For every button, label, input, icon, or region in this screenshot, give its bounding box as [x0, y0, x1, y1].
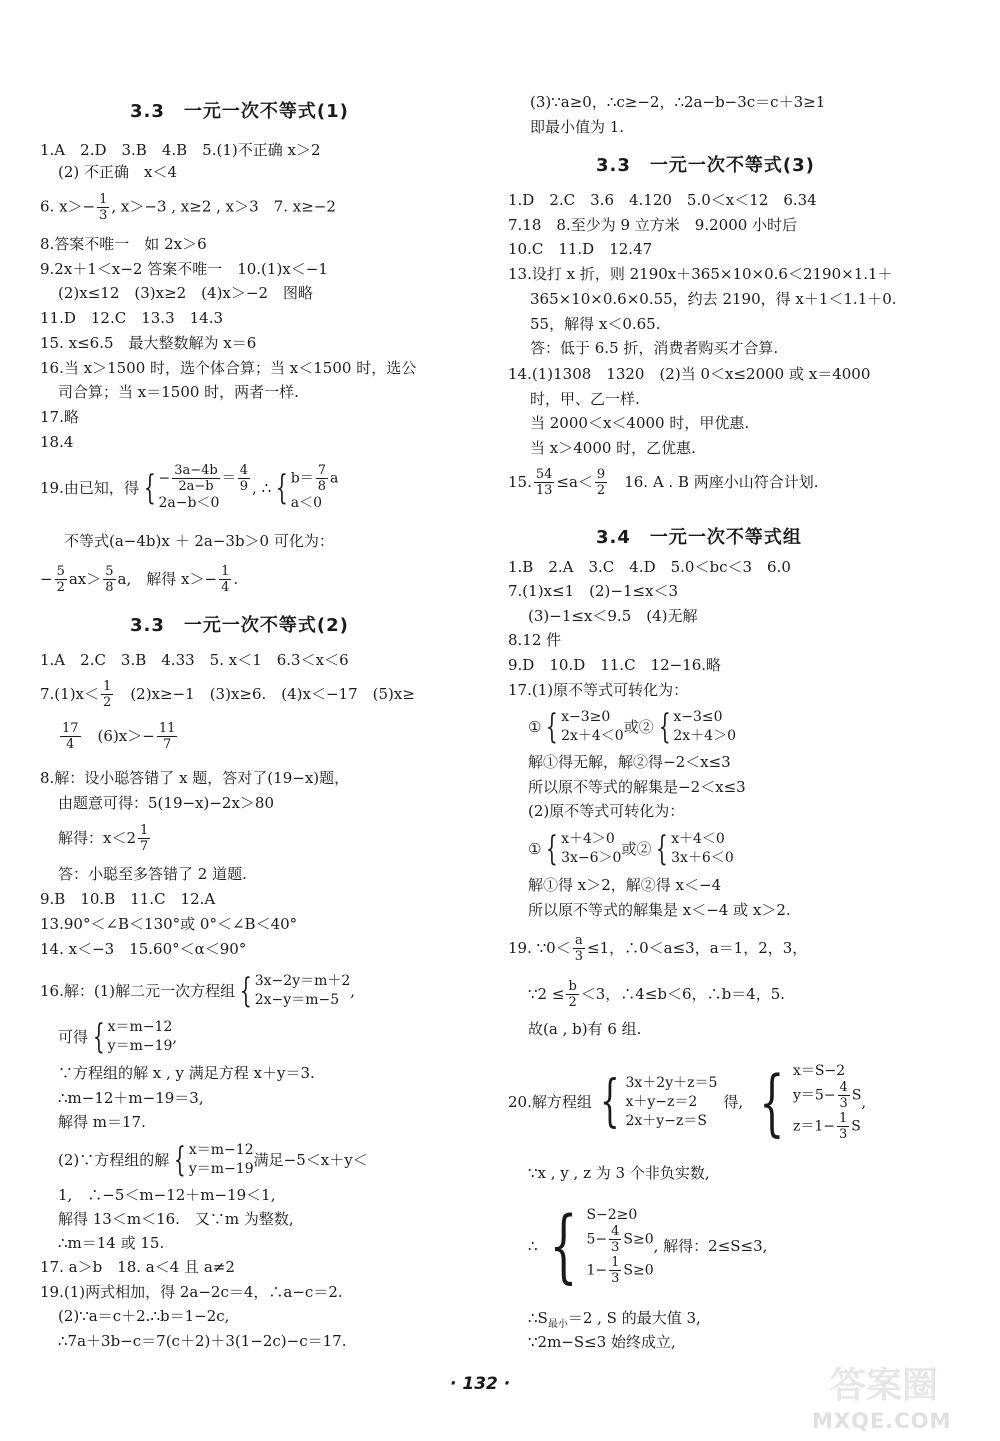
answer-line: 7.(1)x≤1 (2)−1≤x＜3: [508, 582, 679, 600]
numerator: 5: [105, 563, 114, 579]
text: y＝m−19: [107, 1038, 173, 1054]
answer-line: 解①得无解，解②得−2＜x≤3: [528, 753, 731, 771]
answer-line: [58, 1135, 368, 1185]
text: −: [158, 470, 171, 487]
text: 2x＋4＞0: [673, 728, 736, 744]
text: b＝: [290, 470, 314, 487]
answer-line: (2)原不等式可转化为：: [528, 802, 685, 820]
denominator: 2: [56, 579, 65, 595]
fraction: [103, 564, 115, 595]
equation-system: [235, 972, 350, 1010]
text: 3x−6＞0: [561, 850, 622, 866]
numerator: 5: [56, 563, 65, 579]
text: 3x＋2y＋z＝5: [625, 1074, 718, 1091]
text: 2x−y＝m−5: [254, 992, 340, 1008]
numerator: 7: [317, 463, 327, 478]
fraction: [101, 679, 113, 710]
text: 16. A . B 两座小山符合计划.: [609, 473, 819, 491]
denominator: 7: [162, 736, 172, 752]
text: 15.: [508, 473, 532, 491]
text: S−2≥0: [586, 1207, 638, 1223]
answer-line: 所以原不等式的解集是 x＜−4 或 x＞2.: [528, 901, 791, 919]
brace-icon: {: [656, 829, 669, 869]
numerator: a: [574, 932, 583, 948]
denominator: 8: [317, 479, 327, 494]
equation-system: [538, 1199, 654, 1292]
answer-line: 17.(1)原不等式可转化为：: [508, 681, 689, 699]
answer-line: 1.A 2.C 3.B 4.33 5. x＜1 6.3＜x＜6: [40, 651, 349, 669]
numerator: 54: [535, 466, 553, 482]
text: , 解得：2≤S≤3,: [653, 1237, 768, 1255]
denominator: 3: [611, 1271, 620, 1286]
answer-line: [58, 820, 152, 856]
text: (2)∵方程组的解: [58, 1151, 170, 1169]
text: y＝m−19: [188, 1161, 254, 1177]
answer-line: (2) 不正确 x＜4: [58, 163, 178, 181]
denominator: 4: [66, 736, 75, 752]
answer-line: [528, 826, 734, 872]
brace-icon: {: [546, 707, 559, 747]
answer-line: 所以原不等式的解集是−2＜x≤3: [528, 778, 746, 796]
fraction: [838, 1080, 850, 1111]
watermark-logo: [806, 1357, 986, 1435]
answer-line: 8.12 件: [508, 631, 562, 649]
text: 解得：x＜2: [58, 829, 137, 847]
text: a, 解得 x＞−: [117, 570, 218, 588]
section-heading-3-4: 3.4 一元一次不等式组: [596, 527, 802, 548]
subscript: 最小: [547, 1319, 568, 1330]
answer-line: 365×10×0.6×0.55，约去 2190，得 x＋1＜1.1＋0.: [530, 290, 897, 308]
equation-system: [541, 708, 623, 746]
numerator: 9: [596, 466, 606, 482]
fraction: [138, 823, 150, 854]
answer-line: 18.4: [40, 433, 74, 451]
text: 得,: [723, 1093, 744, 1111]
answer-line: ∴m＝14 或 15.: [58, 1234, 165, 1252]
fraction: [157, 721, 178, 752]
text: (2)x≥−1 (3)x≥6. (4)x＜−17 (5)x≥: [115, 685, 415, 703]
fraction: [573, 933, 585, 964]
numerator: 1: [221, 563, 230, 579]
answer-line: [40, 966, 355, 1016]
text: 19.由已知，得: [40, 479, 139, 497]
text: 2a−b＜0: [158, 495, 220, 511]
denominator: 2a−b: [178, 479, 214, 494]
answer-line-19: [40, 455, 338, 521]
equation-system: [88, 1018, 172, 1056]
numerator: 11: [158, 720, 176, 736]
answer-line: 解得 m＝17.: [58, 1113, 146, 1131]
denominator: 3: [574, 948, 583, 964]
answer-line: ∴7a＋3b−c＝7(c＋2)＋3(1−2c)−c＝17.: [58, 1332, 347, 1350]
answer-line: 由题意可得：5(19−x)−2x＞80: [58, 794, 275, 812]
denominator: 2: [103, 694, 112, 710]
brace-icon: {: [546, 829, 559, 869]
text: ①: [528, 840, 542, 858]
text: a＜0: [290, 495, 323, 511]
numerator: 3a−4b: [174, 463, 218, 478]
answer-line: (2)x≤12 (3)x≥2 (4)x＞−2 图略: [58, 284, 314, 302]
text: x＋y−z＝2: [625, 1093, 698, 1110]
answer-line: 当 x＞4000 时，乙优惠.: [530, 439, 696, 457]
numerator: 1: [103, 678, 112, 694]
answer-line: 解①得 x＞2，解②得 x＜−4: [528, 876, 722, 894]
answer-line: 10.C 11.D 12.47: [508, 240, 653, 258]
answer-line: 不等式(a−4b)x ＋ 2a−3b＞0 可化为：: [64, 532, 334, 550]
answer-line: (3)−1≤x＜9.5 (4)无解: [528, 607, 698, 625]
section-heading-3-3-2: 3.3 一元一次不等式(2): [130, 615, 349, 636]
brace-icon: {: [658, 707, 671, 747]
watermark-url: MXQE.COM: [812, 1409, 952, 1433]
answer-line: ∵2m−S≤3 始终成立,: [528, 1333, 676, 1351]
answer-line: 7.18 8.至少为 9 立方米 9.2000 小时后: [508, 216, 798, 234]
numerator: 17: [62, 720, 79, 736]
answer-line: [528, 975, 785, 1013]
answer-line: [508, 462, 819, 502]
numerator: 1: [140, 822, 149, 838]
text: 3x＋6＜0: [671, 850, 734, 866]
denominator: 3: [839, 1126, 848, 1142]
text: ∴: [528, 1237, 538, 1255]
denominator: 8: [105, 579, 114, 595]
answer-line-20: [508, 1042, 866, 1162]
equation-system: [271, 463, 338, 513]
text: ＜3，∴4≤b＜6，∴b＝4，5.: [580, 985, 786, 1003]
text: 19. ∵0＜: [508, 939, 571, 957]
text: ax＞: [68, 570, 102, 588]
text: 16.解：(1)解二元一次方程组: [40, 982, 236, 1000]
text: a: [330, 470, 339, 487]
answer-line: 9.B 10.B 11.C 12.A: [40, 890, 216, 908]
brace-icon: {: [92, 1017, 105, 1057]
text: x＝m−12: [107, 1019, 173, 1035]
answer-line: 14. x＜−3 15.60°＜α＜90°: [40, 940, 247, 958]
numerator: 1: [611, 1255, 620, 1270]
answer-line: 司合算；当 x＝1500 时，两者一样.: [58, 383, 299, 401]
answer-line: 答：小聪至多答错了 2 道题.: [58, 865, 247, 883]
text: S≥0: [623, 1231, 654, 1248]
fraction: [97, 192, 109, 223]
text: 5−: [586, 1231, 608, 1248]
text: x＝S−2: [793, 1062, 846, 1079]
fraction: [55, 564, 67, 595]
denominator: 2: [596, 482, 606, 498]
text: ≤a＜: [556, 473, 593, 491]
numerator: 4: [839, 1079, 848, 1095]
answer-line: ∵方程组的解 x , y 满足方程 x＋y＝3.: [58, 1064, 315, 1082]
answer-line: 13.90°＜∠B＜130°或 0°＜∠B＜40°: [40, 915, 298, 933]
denominator: 9: [239, 479, 249, 494]
text: ,: [172, 1028, 178, 1046]
answer-line: [508, 929, 807, 967]
equation-system: [749, 1060, 862, 1144]
text: S: [851, 1118, 861, 1134]
answer-line: 时，甲、乙一样.: [530, 390, 640, 408]
answer-line: 1.D 2.C 3.6 4.120 5.0＜x＜12 6.34: [508, 191, 817, 209]
answer-line: 即最小值为 1.: [530, 118, 625, 136]
brace-icon: {: [275, 468, 288, 508]
numerator: b: [568, 978, 577, 994]
text: 满足−5＜x＋y＜: [253, 1151, 368, 1169]
text: .: [233, 570, 239, 588]
answer-line: 1.B 2.A 3.C 4.D 5.0＜bc＜3 6.0: [508, 558, 791, 576]
text: z＝1−: [793, 1118, 836, 1134]
answer-line: 55，解得 x＜0.65.: [530, 315, 661, 333]
fraction: [172, 463, 220, 494]
answer-line: 9.2x＋1＜x−2 答案不唯一 10.(1)x＜−1: [40, 260, 328, 278]
answer-line: ∴m−12＋m−19＝3,: [58, 1089, 204, 1107]
answer-line: 1.A 2.D 3.B 4.B 5.(1)不正确 x＞2: [40, 141, 321, 159]
text: x−3≤0: [673, 709, 723, 725]
brace-icon: {: [549, 1199, 577, 1292]
denominator: 7: [140, 838, 149, 854]
answer-line: ∵x , y , z 为 3 个非负实数,: [528, 1164, 710, 1182]
text: 2x＋y−z＝S: [625, 1112, 707, 1129]
text: ＝2 , S 的最大值 3,: [567, 1309, 701, 1327]
answer-line: 15. x≤6.5 最大整数解为 x＝6: [40, 334, 257, 352]
numerator: 4: [611, 1224, 620, 1239]
brace-icon: {: [599, 1069, 620, 1134]
equation-system: [139, 463, 252, 513]
text: ①: [528, 718, 542, 736]
text: 6. x＞−: [40, 197, 96, 216]
text: ∵2 ≤: [528, 985, 565, 1003]
denominator: 3: [611, 1240, 620, 1255]
equation-system: [592, 1069, 718, 1134]
section-heading-3-3-1: 3.3 一元一次不等式(1): [130, 101, 349, 122]
brace-icon: {: [174, 1140, 187, 1180]
equation-system: [169, 1141, 253, 1179]
equation-system: [541, 830, 621, 868]
numerator: 1: [839, 1110, 848, 1126]
answer-line: 当 2000＜x＜4000 时，甲优惠.: [530, 414, 750, 432]
answer-line: [40, 560, 238, 598]
text: ,: [350, 982, 356, 1000]
text: 7.(1)x＜: [40, 685, 100, 703]
answer-line: 11.D 12.C 13.3 14.3: [40, 309, 224, 327]
numerator: 4: [239, 463, 249, 478]
page-number: · 132 ·: [450, 1374, 511, 1394]
text: ＝: [221, 470, 236, 487]
answer-line: [40, 192, 336, 223]
section-heading-3-3-3: 3.3 一元一次不等式(3): [596, 155, 815, 176]
denominator: 2: [568, 994, 577, 1010]
denominator: 4: [221, 579, 230, 595]
answer-line: [528, 704, 736, 750]
answer-line: 8.答案不唯一 如 2x＞6: [40, 235, 207, 253]
brace-icon: {: [143, 468, 156, 508]
text: ∴S: [528, 1309, 548, 1327]
answer-line: [58, 1012, 177, 1062]
text: 2x＋4＜0: [561, 728, 624, 744]
equation-system: [651, 830, 733, 868]
text: (6)x＞−: [82, 727, 155, 745]
answer-line: 9.D 10.D 11.C 12−16.略: [508, 656, 722, 674]
watermark-brand: 答案圈: [830, 1365, 939, 1406]
answer-line: 故(a , b)有 6 组.: [528, 1020, 642, 1038]
fraction: [316, 463, 328, 494]
denominator: 13: [535, 482, 553, 498]
fraction: [534, 467, 555, 498]
fraction: [609, 1255, 621, 1286]
text: ≤1，∴0＜a≤3，a＝1，2，3，: [587, 939, 808, 957]
answer-line: 答：低于 6.5 折，消费者购买才合算.: [530, 339, 779, 357]
answer-line: [528, 1186, 767, 1306]
text: 或②: [621, 840, 652, 858]
text: −: [40, 570, 53, 588]
fraction: [566, 979, 578, 1010]
text: , x＞−3 , x≥2 , x＞3 7. x≥−2: [111, 197, 336, 216]
answer-line: 14.(1)1308 1320 (2)当 0＜x≤2000 或 x＝4000: [508, 365, 871, 383]
fraction: [238, 463, 250, 494]
answer-line: 17. a＞b 18. a＜4 且 a≠2: [40, 1258, 235, 1276]
answer-line: 8.解：设小聪答错了 x 题，答对了(19−x)题，: [40, 769, 350, 787]
text: 3x−2y＝m＋2: [254, 973, 351, 989]
answer-line: [528, 1308, 701, 1335]
fraction: [60, 721, 81, 752]
answer-line: 16.当 x＞1500 时，选个体合算；当 x＜1500 时，选公: [40, 359, 417, 377]
answer-line: [58, 718, 179, 754]
answer-line: (3)∵a≥0，∴c≥−2，∴2a−b−3c＝c＋3≥1: [530, 93, 826, 111]
denominator: 3: [839, 1095, 848, 1111]
equation-system: [654, 708, 736, 746]
text: x＋4＜0: [671, 831, 725, 847]
answer-line: [40, 676, 415, 712]
answer-line: (2)∵a＝c＋2.∴b＝1−2c,: [58, 1307, 230, 1325]
answer-line: 1, ∴−5＜m−12＋m−19＜1,: [58, 1186, 276, 1204]
answer-line: 17.略: [40, 408, 79, 426]
text: S≥0: [623, 1262, 654, 1279]
text: , ∴: [252, 479, 272, 497]
answer-line: 解得 13＜m＜16. 又∵m 为整数,: [58, 1210, 294, 1228]
text: 可得: [58, 1028, 89, 1046]
answer-line: 13.设打 x 折，则 2190x＋365×10×0.6＜2190×1.1＋: [508, 265, 893, 283]
brace-icon: {: [239, 971, 252, 1011]
text: x＝m−12: [188, 1142, 254, 1158]
text: 或②: [623, 718, 654, 736]
fraction: [219, 564, 231, 595]
text: 1−: [586, 1262, 608, 1279]
fraction: [837, 1111, 849, 1142]
text: x−3≥0: [561, 709, 611, 725]
fraction: [609, 1224, 621, 1255]
answer-line: 19.(1)两式相加，得 2a−2c＝4，∴a−c＝2.: [40, 1283, 343, 1301]
text: x＋4＞0: [561, 831, 615, 847]
text: y＝5−: [793, 1087, 836, 1103]
text: ,: [861, 1093, 867, 1111]
text: 20.解方程组: [508, 1093, 592, 1111]
fraction: [595, 467, 607, 498]
numerator: 1: [99, 192, 108, 207]
brace-icon: {: [759, 1060, 785, 1144]
denominator: 3: [99, 208, 108, 223]
text: S: [851, 1087, 862, 1103]
